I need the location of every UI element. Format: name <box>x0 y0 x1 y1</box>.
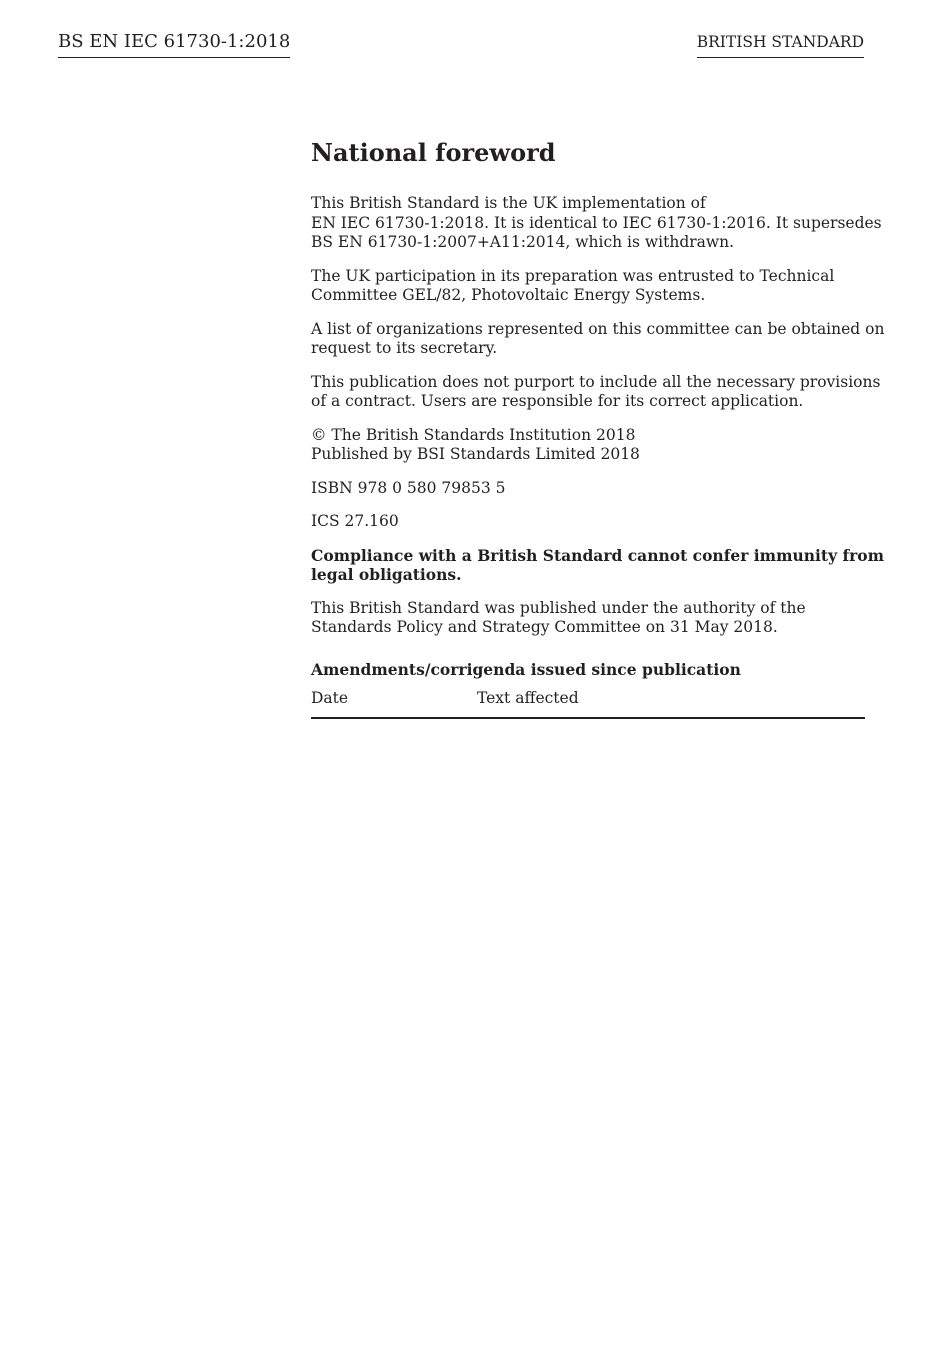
amendments-heading: Amendments/corrigenda issued since publication <box>311 659 741 679</box>
text-line: of a contract. Users are responsible for its correct application. <box>311 392 804 410</box>
text-line: This British Standard is the UK implementation of <box>311 194 706 212</box>
text-line: Committee GEL/82, Photovoltaic Energy Systems. <box>311 286 706 304</box>
page-title: National foreword <box>311 138 556 167</box>
text-line: This British Standard was published under the authority of the <box>311 598 806 617</box>
date-column-header: Date <box>311 688 349 707</box>
copyright-paragraph <box>311 426 865 465</box>
text-affected-column-header: Text affected <box>477 688 579 707</box>
ics-paragraph <box>311 512 865 532</box>
authority-paragraph <box>311 599 865 638</box>
text-line: The UK participation in its preparation was entrusted to Technical <box>311 266 835 285</box>
text-line: ICS 27.160 <box>311 512 399 530</box>
isbn-paragraph <box>311 479 865 499</box>
text-line: BS EN 61730-1:2007+A11:2014, which is withdrawn. <box>311 233 735 251</box>
text-line: ISBN 978 0 580 79853 5 <box>311 478 506 497</box>
text-line: EN IEC 61730-1:2018. It is identical to IEC 61730-1:2016. It supersedes <box>311 213 882 232</box>
foreword-section <box>311 138 885 719</box>
text-line: request to its secretary. <box>311 339 498 357</box>
implementation-paragraph <box>311 194 882 253</box>
compliance-paragraph <box>311 545 885 585</box>
organizations-paragraph <box>311 319 885 359</box>
text-line: A list of organizations represented on this committee can be obtained on <box>311 319 885 338</box>
amendments-table <box>311 688 865 719</box>
disclaimer-paragraph <box>311 372 881 412</box>
participation-paragraph <box>311 267 865 306</box>
text-line: © The British Standards Institution 2018 <box>311 425 636 444</box>
document-id: BS EN IEC 61730-1:2018 <box>58 31 290 58</box>
text-line: legal obligations. <box>311 565 462 584</box>
text-line: Compliance with a British Standard cannot confer immunity from <box>311 545 885 565</box>
text-line: Published by BSI Standards Limited 2018 <box>311 445 640 463</box>
standard-category: BRITISH STANDARD <box>697 32 864 58</box>
text-line: Standards Policy and Strategy Committee on 31 May 2018. <box>311 618 778 636</box>
text-line: This publication does not purport to include all the necessary provisions <box>311 372 881 391</box>
